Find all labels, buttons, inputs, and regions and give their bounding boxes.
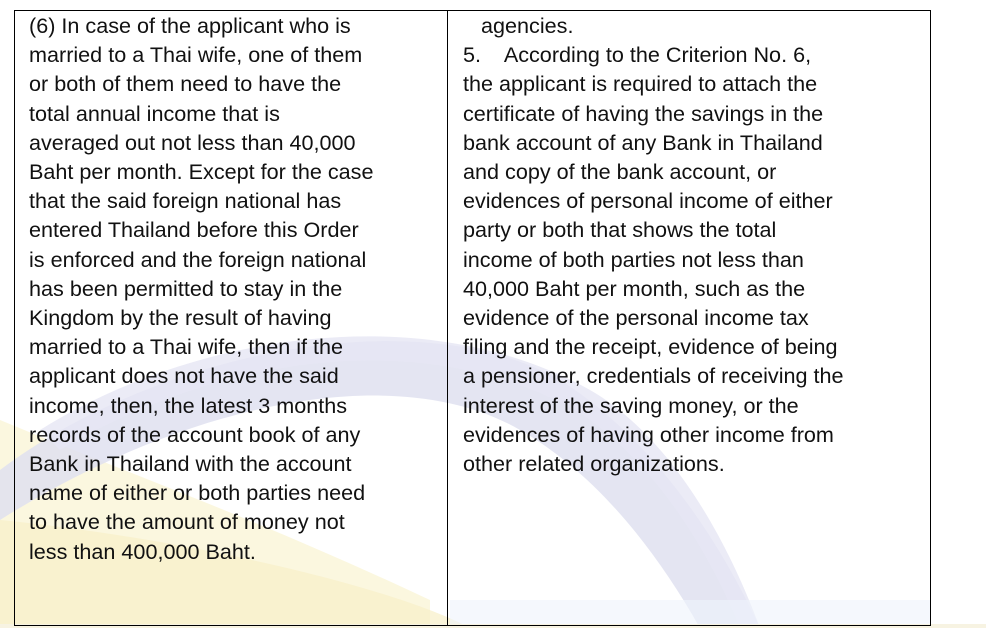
text-line: other related organizations. (463, 451, 725, 477)
left-cell (15, 11, 448, 625)
text-line: bank account of any Bank in Thailand (463, 129, 823, 155)
text-line: total annual income that is (29, 100, 280, 126)
text-line: or both of them need to have the (29, 71, 342, 97)
text-line: Kingdom by the result of having (29, 305, 332, 331)
text-line: is enforced and the foreign national (29, 246, 367, 272)
text-line: party or both that shows the total (463, 217, 777, 243)
text-line: has been permitted to stay in the (29, 275, 343, 301)
text-line: averaged out not less than 40,000 (29, 129, 356, 155)
text-line: 5. According to the Criterion No. 6, (463, 42, 812, 68)
document-table (14, 10, 931, 626)
right-cell (448, 11, 930, 625)
text-line: (6) In case of the applicant who is (29, 13, 351, 38)
text-line: less than 400,000 Baht. (29, 538, 256, 564)
text-line: evidences of personal income of either (463, 188, 833, 214)
right-cell-text (463, 11, 926, 478)
text-line: married to a Thai wife, then if the (29, 334, 344, 360)
text-line: evidences of having other income from (463, 421, 834, 447)
text-line: filing and the receipt, evidence of being (463, 334, 838, 360)
text-line: a pensioner, credentials of receiving the (463, 363, 844, 389)
text-line: the applicant is required to attach the (463, 71, 818, 97)
text-line: name of either or both parties need (29, 480, 366, 506)
text-line: to have the amount of money not (29, 509, 345, 535)
text-line: and copy of the bank account, or (463, 159, 777, 185)
text-line: applicant does not have the said (29, 363, 339, 389)
text-line: entered Thailand before this Order (29, 217, 359, 243)
text-line: 40,000 Baht per month, such as the (463, 275, 806, 301)
text-line: that the said foreign national has (29, 188, 342, 214)
text-line: evidence of the personal income tax (463, 305, 809, 331)
text-line: interest of the saving money, or the (463, 392, 799, 418)
text-line: certificate of having the savings in the (463, 100, 824, 126)
text-line: records of the account book of any (29, 421, 361, 447)
text-line: Bank in Thailand with the account (29, 451, 352, 477)
text-line: income, then, the latest 3 months (29, 392, 348, 418)
text-line: Baht per month. Except for the case (29, 159, 374, 185)
text-line: married to a Thai wife, one of them (29, 42, 363, 68)
text-line: income of both parties not less than (463, 246, 804, 272)
left-cell-text (29, 11, 443, 566)
text-line: agencies. (463, 13, 574, 38)
